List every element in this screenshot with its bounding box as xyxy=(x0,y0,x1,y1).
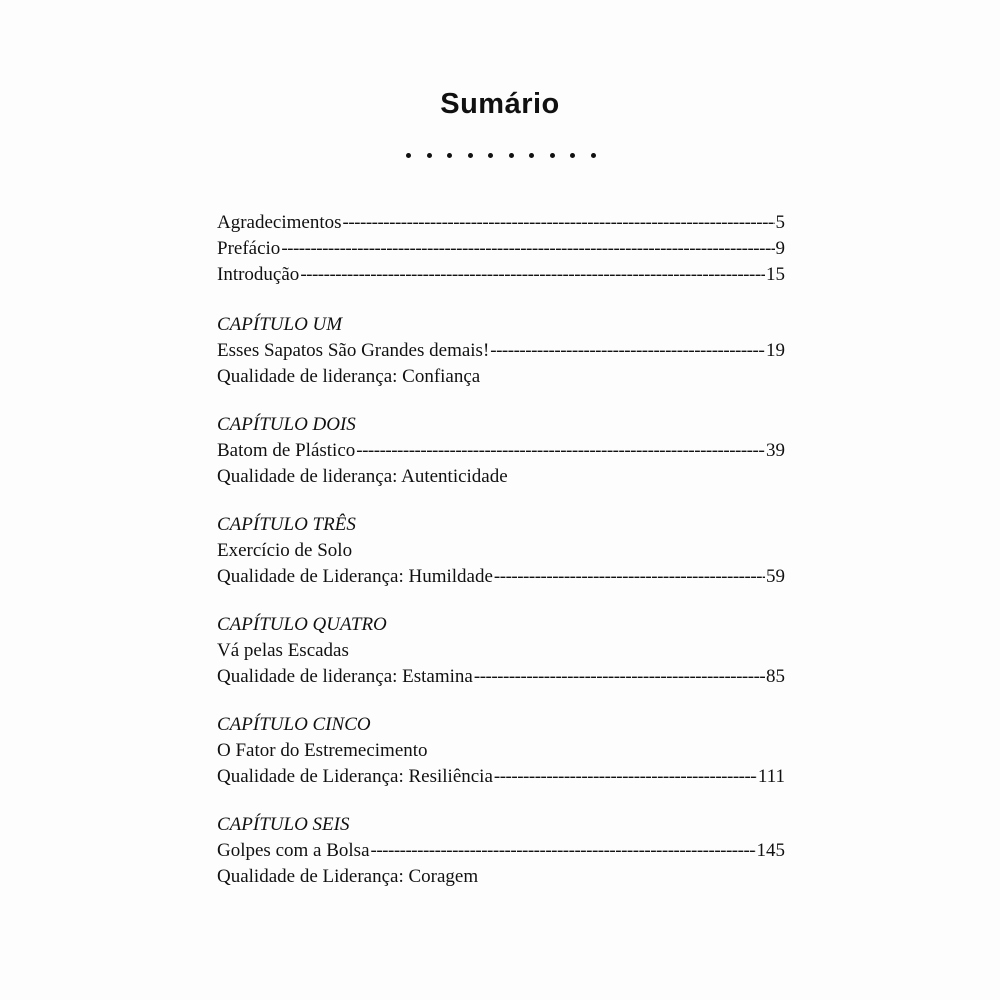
chapter-quality-row xyxy=(217,864,785,890)
toc-page-number: 9 xyxy=(775,238,785,259)
dot-leader xyxy=(281,236,774,262)
chapter-title: O Fator do Estremecimento xyxy=(217,740,428,761)
chapter-title: Exercício de Solo xyxy=(217,540,353,561)
chapter-title-row xyxy=(217,438,785,464)
toc-page-number: 15 xyxy=(766,264,785,285)
dot-leader xyxy=(494,764,757,790)
dot-leader xyxy=(300,262,765,288)
dot-leader xyxy=(356,438,765,464)
leadership-quality: Qualidade de liderança: Autenticidade xyxy=(217,466,508,487)
chapter-title: Vá pelas Escadas xyxy=(217,640,349,661)
ornament-dot xyxy=(529,153,534,158)
leadership-quality: Qualidade de liderança: Confiança xyxy=(217,366,481,387)
toc-page-number: 59 xyxy=(766,566,785,587)
toc-entry-label: Agradecimentos xyxy=(217,212,342,233)
chapter-quality-row xyxy=(217,664,785,690)
chapter-title: Batom de Plástico xyxy=(217,440,356,461)
table-of-contents xyxy=(217,210,785,890)
toc-entry-label: Introdução xyxy=(217,264,300,285)
chapter-quality-row xyxy=(217,464,785,490)
chapter-quality-row xyxy=(217,764,785,790)
title-ornament-dots xyxy=(406,153,596,158)
ornament-dot xyxy=(447,153,452,158)
page-title: Sumário xyxy=(440,88,560,120)
ornament-dot xyxy=(509,153,514,158)
ornament-dot xyxy=(570,153,575,158)
chapter-title-row xyxy=(217,738,785,764)
toc-entry-label: Prefácio xyxy=(217,238,281,259)
chapter-heading: CAPÍTULO UM xyxy=(217,314,343,335)
chapter-heading: CAPÍTULO CINCO xyxy=(217,714,371,735)
chapter-quality-row xyxy=(217,364,785,390)
leadership-quality: Qualidade de Liderança: Coragem xyxy=(217,866,479,887)
toc-page-number: 145 xyxy=(756,840,785,861)
chapter-title: Golpes com a Bolsa xyxy=(217,840,370,861)
chapter-title-row xyxy=(217,838,785,864)
dot-leader xyxy=(343,210,775,236)
dot-leader xyxy=(494,564,765,590)
toc-page-number: 111 xyxy=(757,766,785,787)
leadership-quality: Qualidade de Liderança: Humildade xyxy=(217,566,493,587)
leadership-quality: Qualidade de liderança: Estamina xyxy=(217,666,473,687)
ornament-dot xyxy=(591,153,596,158)
chapter-heading: CAPÍTULO SEIS xyxy=(217,814,350,835)
chapter-heading: CAPÍTULO TRÊS xyxy=(217,514,356,535)
toc-page-number: 19 xyxy=(766,340,785,361)
toc-page-number: 5 xyxy=(775,212,785,233)
toc-entry-agradecimentos xyxy=(217,210,785,236)
dot-leader xyxy=(371,838,756,864)
chapter-heading: CAPÍTULO QUATRO xyxy=(217,614,387,635)
chapter-title-row xyxy=(217,638,785,664)
chapter-title-row xyxy=(217,538,785,564)
dot-leader xyxy=(474,664,765,690)
toc-entry-prefacio xyxy=(217,236,785,262)
toc-page-number: 85 xyxy=(766,666,785,687)
chapter-title-row xyxy=(217,338,785,364)
ornament-dot xyxy=(427,153,432,158)
leadership-quality: Qualidade de Liderança: Resiliência xyxy=(217,766,493,787)
toc-entry-introducao xyxy=(217,262,785,288)
toc-page-number: 39 xyxy=(766,440,785,461)
ornament-dot xyxy=(550,153,555,158)
chapter-quality-row xyxy=(217,564,785,590)
ornament-dot xyxy=(488,153,493,158)
ornament-dot xyxy=(468,153,473,158)
chapter-title: Esses Sapatos São Grandes demais! xyxy=(217,340,490,361)
dot-leader xyxy=(490,338,765,364)
chapter-heading: CAPÍTULO DOIS xyxy=(217,414,356,435)
ornament-dot xyxy=(406,153,411,158)
